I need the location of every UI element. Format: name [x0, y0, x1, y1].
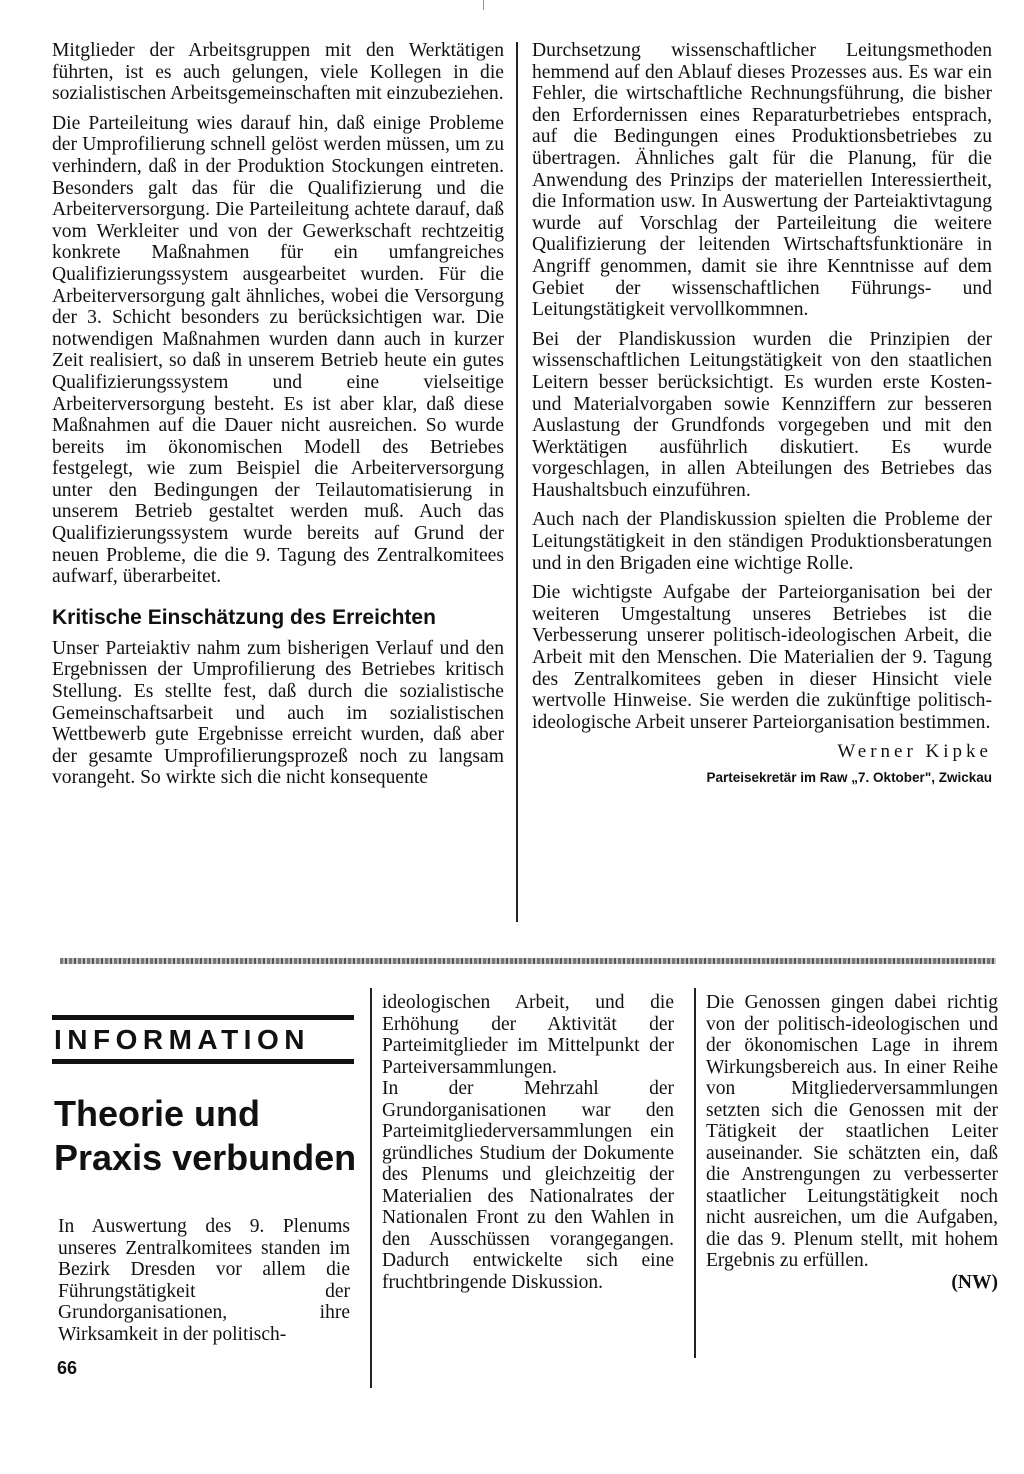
column-divider — [516, 42, 518, 922]
section-heading: Kritische Einschätzung des Erreichten — [52, 605, 436, 629]
paragraph: Die Parteileitung wies darauf hin, daß einige Probleme der Umprofilierung schnell gelöst werden müssen, um zu verhindern, daß in der Produktion Stockungen eintreten. Besonders galt das für die Qualifizierung und die Arbeiterversorgung. Die Parteileitung achtete darauf, daß vom Werkleiter und von der Gewerkschaft rechtzeitig konkrete Maßnahmen für ein umfangreiches Qualifizierungssystem ausgearbeitet wurden. Für die Arbeiterversorgung galt ähnliches, wobei die Versorgung der 3. Schicht besonders zu berücksichtigen war. Die notwendigen Maßnahmen wurden dann auch in kurzer Zeit realisiert, so daß in unserem Betrieb heute ein gutes Qualifizierungssystem und eine vielseitige Arbeiterversorgung besteht. Es ist aber klar, daß diese Maßnahmen auf die Dauer nicht ausreichen. So wurde bereits im ökonomischen Modell des Betriebes festgelegt, wie zum Beispiel die Arbeiterversorgung unter den Bedingungen der Teilautomatisierung in unserem Betrieb gestaltet werden muß. Auch das Qualifizierungssystem wurde bereits auf Grund der neuen Probleme, die die 9. Tagung des Zentralkomitees aufwarf, überarbeitet. — [52, 112, 504, 588]
author-name: Werner Kipke — [837, 741, 992, 763]
column-divider — [694, 988, 696, 1358]
section-separator — [60, 958, 996, 964]
paragraph: In der Mehrzahl der Grundorganisationen war den Parteimitgliederversammlungen ein gründliches Studium der Dokumente des Plenums und gleichzeitig der Materialien des Nationalrates der Nationalen Front zu den Wahlen in den Ausschüssen vorangegangen. Dadurch entwickelte sich eine fruchtbringende Diskussion. — [382, 1078, 674, 1293]
paragraph: Durchsetzung wissenschaftlicher Leitungsmethoden hemmend auf den Ablauf dieses Prozesses aus. Es war ein Fehler, die wirtschaftliche Rechnungsführung, die bisher den Erfordernissen eines Reparaturbetriebes entsprach, auf die Bedingungen eines Produktionsbetriebes zu übertragen. Ähnliches galt für die Planung, für die Anwendung des Prinzips der materiellen Interessiertheit, die Information usw. In Auswertung der Parteiaktivtagung wurde auf Vorschlag der Parteileitung die weitere Qualifizierung der leitenden Wirtschaftsfunktionäre in Angriff genommen, damit sie ihre Kenntnisse auf dem Gebiet der wissenschaftlichen Führungs- und Leitungstätigkeit vervollkommnen. — [532, 40, 992, 321]
paragraph: ideologischen Arbeit, und die Erhöhung der Aktivität der Parteimitglieder im Mittelpunkt der Parteiversammlungen. — [382, 992, 674, 1078]
information-title — [54, 1092, 364, 1180]
title-line: Theorie und — [54, 1093, 260, 1134]
top-margin-mark — [483, 0, 484, 10]
column-divider — [370, 988, 372, 1388]
page-number: 66 — [57, 1358, 78, 1378]
information-column-3 — [706, 992, 998, 1293]
information-label: INFORMATION — [52, 1015, 354, 1064]
paragraph: Die Genossen gingen dabei richtig von der politisch-ideologischen und der ökonomischen Lage in ihrem Wirkungsbereich aus. In einer Reihe von Mitgliederversammlungen setzten sich die Genossen mit der Tätigkeit der staatlichen Leiter auseinander. Sie schätzten ein, daß die Anstrengungen zu verbesserter staatlicher Leitungstätigkeit noch nicht ausreichen, um die Aufgaben, die das 9. Plenum stellt, mit hohem Ergebnis zu erfüllen. — [706, 992, 998, 1271]
paragraph: Bei der Plandiskussion wurden die Prinzipien der wissenschaftlichen Leitungstätigkeit von den staatlichen Leitern besser berücksichtigt. Es wurden erste Kosten- und Materialvorgaben sowie Kennziffern zur besseren Auslastung der Grundfonds vorgegeben und mit den Werktätigen ausführlich diskutiert. Es wurde vorgeschlagen, in allen Abteilungen des Betriebes das Haushaltsbuch einzuführen. — [532, 328, 992, 501]
author-role: Parteisekretär im Raw „7. Oktober", Zwickau — [706, 770, 992, 785]
paragraph: In Auswertung des 9. Plenums unseres Zentralkomitees standen im Bezirk Dresden vor allem die Führungstätigkeit der Grundorganisationen, ihre Wirksamkeit in der politisch- — [58, 1216, 350, 1345]
paragraph: Mitglieder der Arbeitsgruppen mit den Werktätigen führten, ist es auch gelungen, viele Kollegen in die sozialistischen Arbeitsgemeinschaften mit einzubeziehen. — [52, 40, 504, 105]
source-tag: (NW) — [951, 1271, 998, 1293]
paragraph: Die wichtigste Aufgabe der Parteiorganisation bei der weiteren Umgestaltung unseres Betriebes ist die Verbesserung unserer politisch-ideologischen Arbeit, die Arbeit mit den Menschen. Die Materialien der 9. Tagung des Zentralkomitees geben in dieser Hinsicht viele wertvolle Hinweise. Sie werden die zukünftige politisch-ideologische Arbeit unserer Parteiorganisation bestimmen. — [532, 582, 992, 733]
title-line: Praxis verbunden — [54, 1137, 357, 1178]
information-column-1 — [58, 1216, 350, 1345]
paragraph: Auch nach der Plandiskussion spielten die Probleme der Leitungstätigkeit in den ständigen Produktionsberatungen und in den Brigaden eine wichtige Rolle. — [532, 509, 992, 574]
paragraph: Unser Parteiaktiv nahm zum bisherigen Verlauf und den Ergebnissen der Umprofilierung des Betriebes kritisch Stellung. Es stellte fest, daß durch die sozialistische Gemeinschaftsarbeit und auch im sozialistischen Wettbewerb gute Ergebnisse erreicht wurden, daß aber der gesamte Umprofilierungsprozeß noch zu langsam vorangeht. So wirkte sich die nicht konsequente — [52, 637, 504, 789]
article-column-left — [52, 40, 504, 797]
information-column-2 — [382, 992, 674, 1293]
article-column-right — [532, 40, 992, 789]
